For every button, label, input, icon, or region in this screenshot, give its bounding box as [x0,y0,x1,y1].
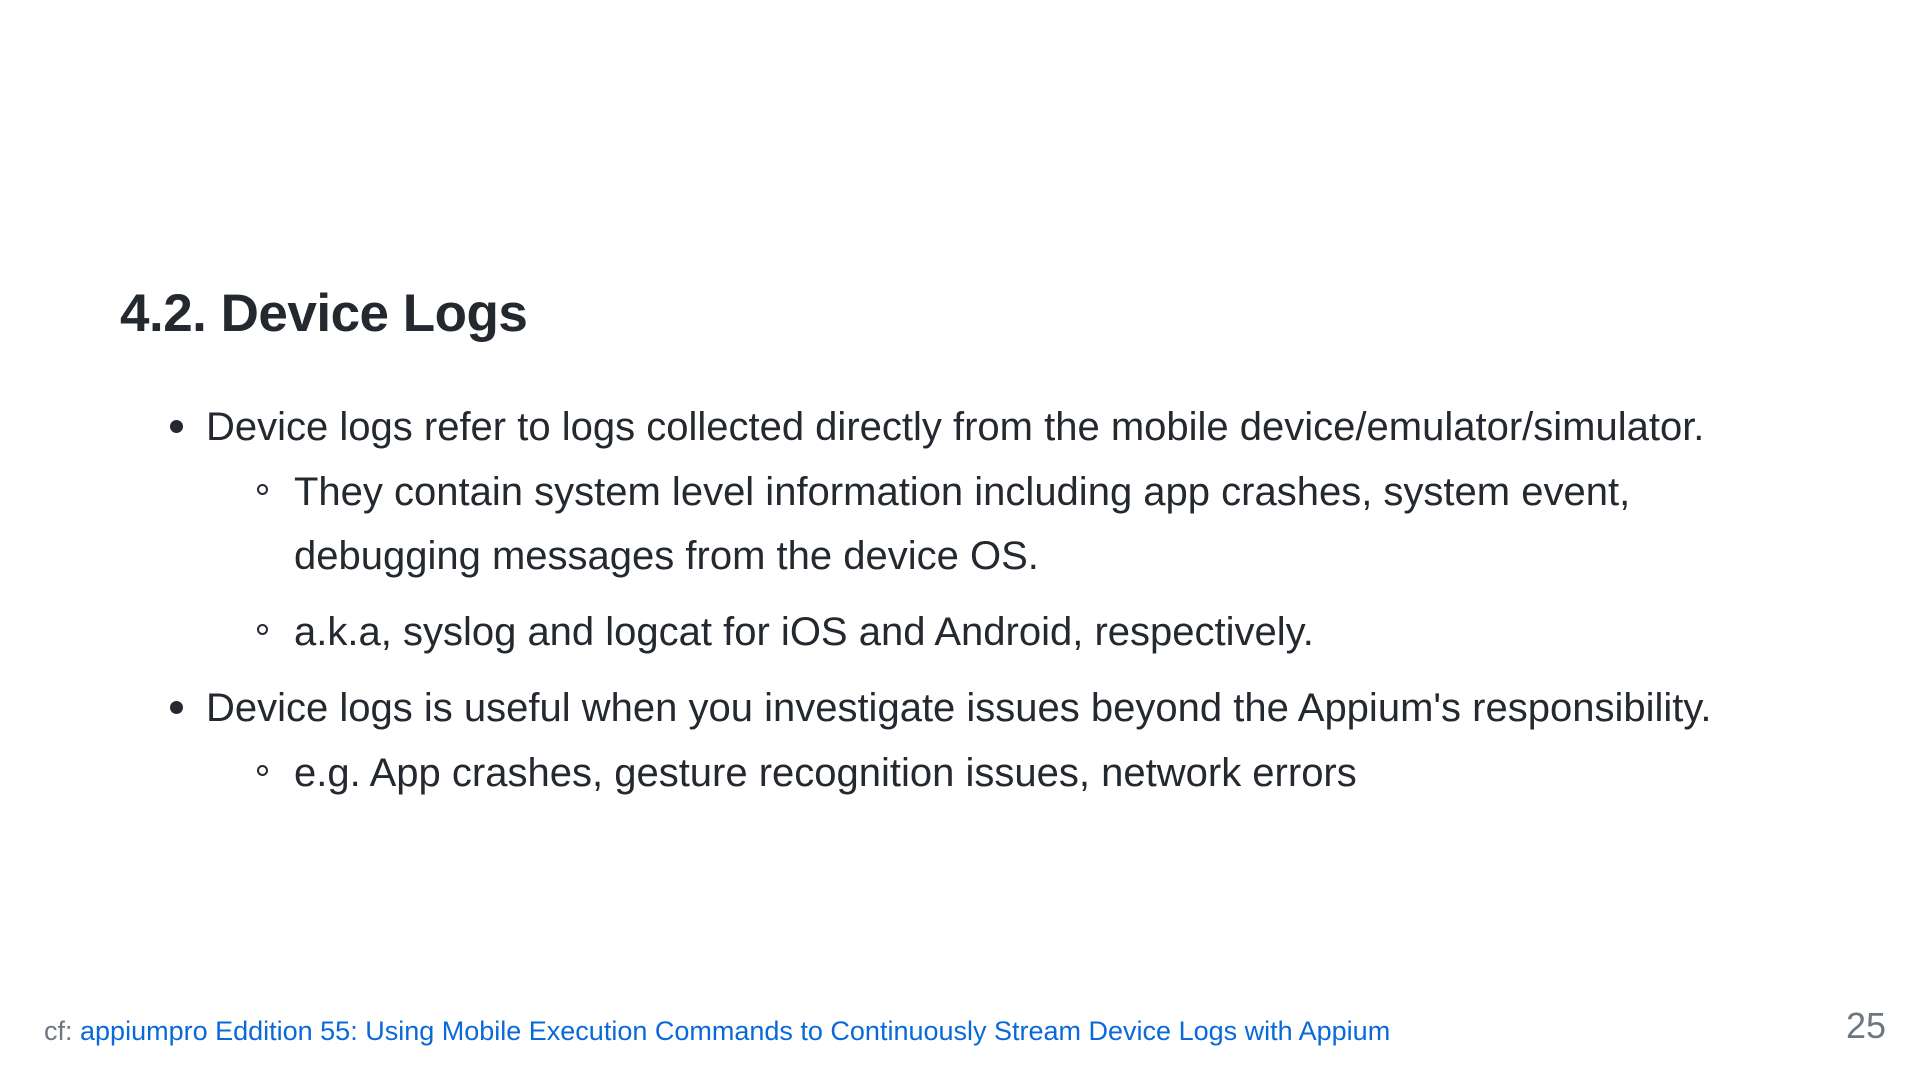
reference-link[interactable]: appiumpro Eddition 55: Using Mobile Execution Commands to Continuously Stream Device Logs with Appium [80,1016,1391,1046]
sub-bullet-item [294,460,1714,588]
bullet-dot-icon [170,701,183,714]
slide-content [120,395,1820,817]
sub-bullet-list [206,741,1820,805]
sub-bullet-text: a.k.a, syslog and logcat for iOS and Android, respectively. [294,610,1314,654]
bullet-item [206,676,1820,805]
bullet-item [206,395,1820,664]
reference-prefix: cf: [44,1016,81,1046]
sub-bullet-text: e.g. App crashes, gesture recognition issues, network errors [294,751,1357,795]
bullet-text: Device logs refer to logs collected directly from the mobile device/emulator/simulator. [206,405,1705,449]
circle-bullet-icon [257,624,268,635]
circle-bullet-icon [257,484,268,495]
page-number: 25 [1845,1005,1886,1046]
sub-bullet-item [294,600,1714,664]
footer-reference [44,1016,1390,1047]
bullet-list [120,395,1820,805]
section-title: 4.2. Device Logs [120,284,528,343]
circle-bullet-icon [257,765,268,776]
sub-bullet-list [206,460,1820,664]
sub-bullet-text: They contain system level information including app crashes, system event, debugging messages from the device OS. [294,470,1631,578]
bullet-text: Device logs is useful when you investigate issues beyond the Appium's responsibility. [206,686,1712,730]
sub-bullet-item [294,741,1714,805]
bullet-dot-icon [170,420,183,433]
